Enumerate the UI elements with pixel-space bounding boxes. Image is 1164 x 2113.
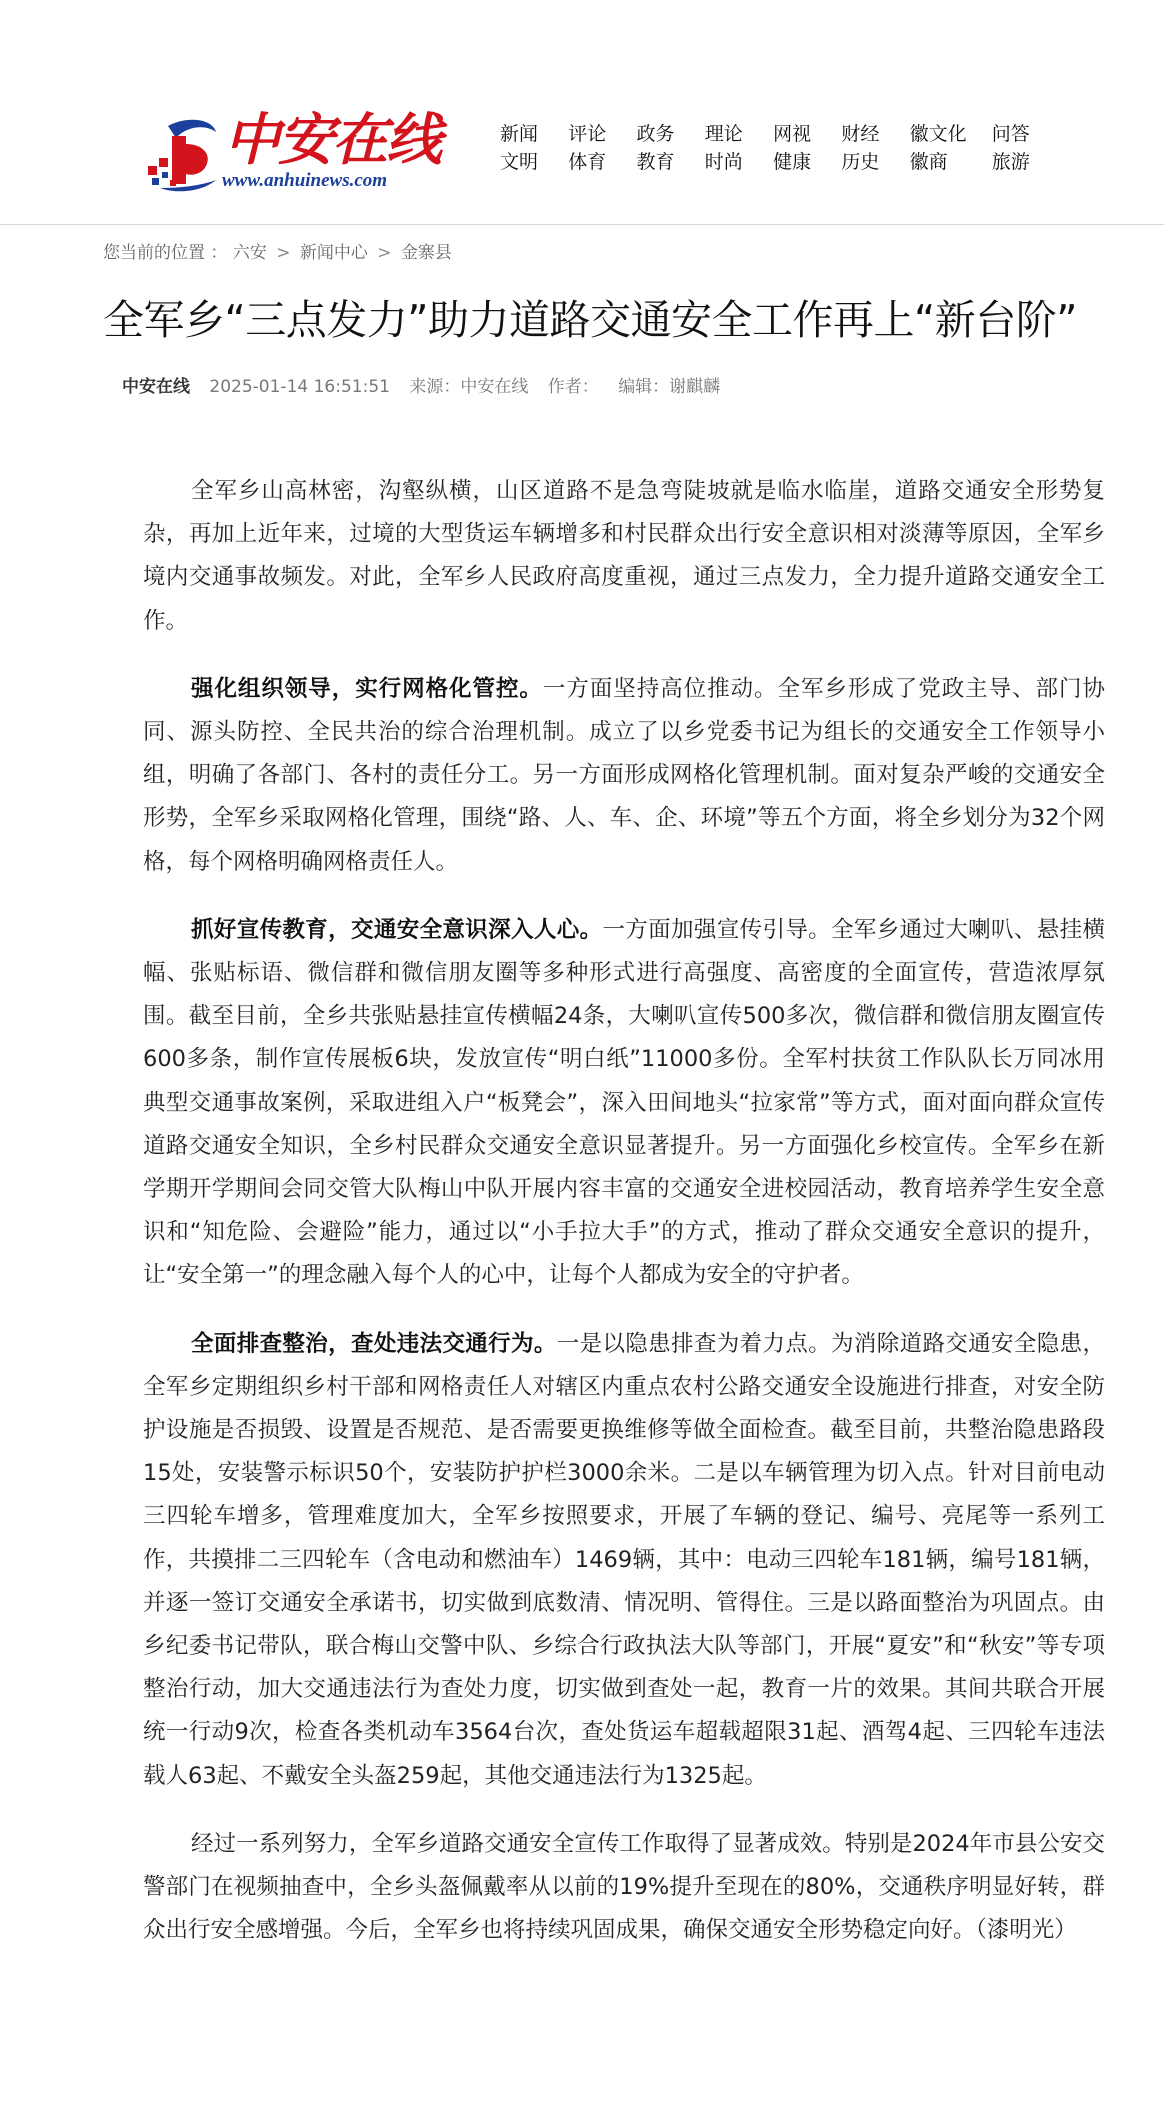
breadcrumb-separator: > — [377, 243, 392, 263]
logo-url: www.anhuinews.com — [222, 170, 388, 191]
nav-item[interactable]: 政务 — [636, 123, 675, 145]
article-paragraph: 全面排查整治，查处违法交通行为。一是以隐患排查为着力点。为消除道路交通安全隐患，全军乡定期组织乡村干部和网格责任人对辖区内重点农村公路交通安全设施进行排查，对安全防护设施是否损毁、设置是否规范、是否需要更换维修等做全面检查。截至目前，共整治隐患路段15处，安装警示标识50个，安装防护护栏3000余米。二是以车辆管理为切入点。针对目前电动三四轮车增多，管理难度加大，全军乡按照要求，开展了车辆的登记、编号、亮尾等一系列工作，共摸排二三四轮车（含电动和燃油车）1469辆，其中：电动三四轮车181辆，编号181辆，并逐一签订交通安全承诺书，切实做到底数清、情况明、管得住。三是以路面整治为巩固点。由乡纪委书记带队，联合梅山交警中队、乡综合行政执法大队等部门，开展“夏安”和“秋安”等专项整治行动，加大交通违法行为查处力度，切实做到查处一起，教育一片的效果。其间共联合开展统一行动9次，检查各类机动车3564台次，查处货运车超载超限31起、酒驾4起、三四轮车违法载人63起、不戴安全头盔259起，其他交通违法行为1325起。 — [143, 1330, 1105, 1789]
meta-source: 来源：中安在线 — [409, 377, 529, 397]
meta-editor: 编辑：谢麒麟 — [618, 377, 721, 397]
nav-item[interactable]: 健康 — [773, 151, 812, 173]
article-paragraph: 经过一系列努力，全军乡道路交通安全宣传工作取得了显著成效。特别是2024年市县公安交警部门在视频抽查中，全乡头盔佩戴率从以前的19%提升至现在的80%，交通秩序明显好转，群众出行安全感增强。今后，全军乡也将持续巩固成果，确保交通安全形势稳定向好。（漆明光） — [143, 1830, 1105, 1944]
article-paragraph: 强化组织领导，实行网格化管控。一方面坚持高位推动。全军乡形成了党政主导、部门协同、源头防控、全民共治的综合治理机制。成立了以乡党委书记为组长的交通安全工作领导小组，明确了各部门、各村的责任分工。另一方面形成网格化管理机制。面对复杂严峻的交通安全形势，全军乡采取网格化管理，围绕“路、人、车、企、环境”等五个方面，将全乡划分为32个网格，每个网格明确网格责任人。 — [143, 675, 1105, 875]
nav-item[interactable]: 徽商 — [909, 151, 948, 173]
nav-item[interactable]: 体育 — [568, 151, 607, 173]
breadcrumb-item[interactable]: 新闻中心 — [299, 243, 368, 263]
nav-item[interactable]: 网视 — [773, 123, 812, 145]
nav-item[interactable]: 问答 — [991, 123, 1030, 145]
nav-item[interactable]: 历史 — [841, 151, 880, 173]
breadcrumb-item[interactable]: 金寨县 — [400, 243, 452, 263]
nav-row-2 — [500, 148, 1060, 176]
nav-item[interactable]: 财经 — [841, 123, 880, 145]
article-meta — [122, 374, 734, 400]
nav-item[interactable]: 时尚 — [704, 151, 743, 173]
breadcrumb-label: 您当前的位置 ： — [103, 243, 228, 263]
nav-item[interactable]: 理论 — [704, 123, 743, 145]
article-body — [143, 470, 1105, 1978]
site-header — [0, 0, 1164, 225]
site-logo[interactable] — [146, 107, 440, 198]
nav-item[interactable]: 教育 — [636, 151, 675, 173]
nav-item[interactable]: 文明 — [500, 151, 539, 173]
paragraph-heading: 强化组织领导，实行网格化管控。 — [191, 675, 543, 702]
article-paragraph: 全军乡山高林密，沟壑纵横，山区道路不是急弯陡坡就是临水临崖，道路交通安全形势复杂，再加上近年来，过境的大型货运车辆增多和村民群众出行安全意识相对淡薄等原因，全军乡境内交通事故频发。对此，全军乡人民政府高度重视，通过三点发力，全力提升道路交通安全工作。 — [143, 478, 1105, 634]
nav-item[interactable]: 评论 — [568, 123, 607, 145]
breadcrumb-item[interactable]: 六安 — [232, 243, 267, 263]
meta-author: 作者： — [547, 377, 599, 397]
logo-text: 中安在线 — [224, 107, 440, 173]
article-paragraph: 抓好宣传教育，交通安全意识深入人心。一方面加强宣传引导。全军乡通过大喇叭、悬挂横幅、张贴标语、微信群和微信朋友圈等多种形式进行高强度、高密度的全面宣传，营造浓厚氛围。截至目前，全乡共张贴悬挂宣传横幅24条，大喇叭宣传500多次，微信群和微信朋友圈宣传600多条，制作宣传展板6块，发放宣传“明白纸”11000多份。全军村扶贫工作队队长万同冰用典型交通事故案例，采取进组入户“板凳会”，深入田间地头“拉家常”等方式，面对面向群众宣传道路交通安全知识，全乡村民群众交通安全意识显著提升。另一方面强化乡校宣传。全军乡在新学期开学期间会同交管大队梅山中队开展内容丰富的交通安全进校园活动，教育培养学生安全意识和“知危险、会避险”能力，通过以“小手拉大手”的方式，推动了群众交通安全意识的提升，让“安全第一”的理念融入每个人的心中，让每个人都成为安全的守护者。 — [143, 916, 1105, 1289]
paragraph-heading: 全面排查整治，查处违法交通行为。 — [191, 1330, 557, 1357]
breadcrumb-separator: > — [276, 243, 291, 263]
main-nav — [500, 120, 1060, 176]
nav-item[interactable]: 徽文化 — [909, 123, 967, 145]
nav-item[interactable]: 新闻 — [500, 123, 539, 145]
nav-row-1 — [500, 120, 1060, 148]
article-title: 全军乡“三点发力”助力道路交通安全工作再上“新台阶” — [103, 296, 1077, 344]
meta-datetime: 2025-01-14 16:51:51 — [209, 377, 390, 397]
nav-item[interactable]: 旅游 — [991, 151, 1030, 173]
paragraph-heading: 抓好宣传教育，交通安全意识深入人心。 — [191, 916, 603, 943]
logo-emblem-icon — [146, 114, 220, 194]
meta-source-name: 中安在线 — [122, 377, 190, 397]
breadcrumb — [103, 240, 452, 266]
